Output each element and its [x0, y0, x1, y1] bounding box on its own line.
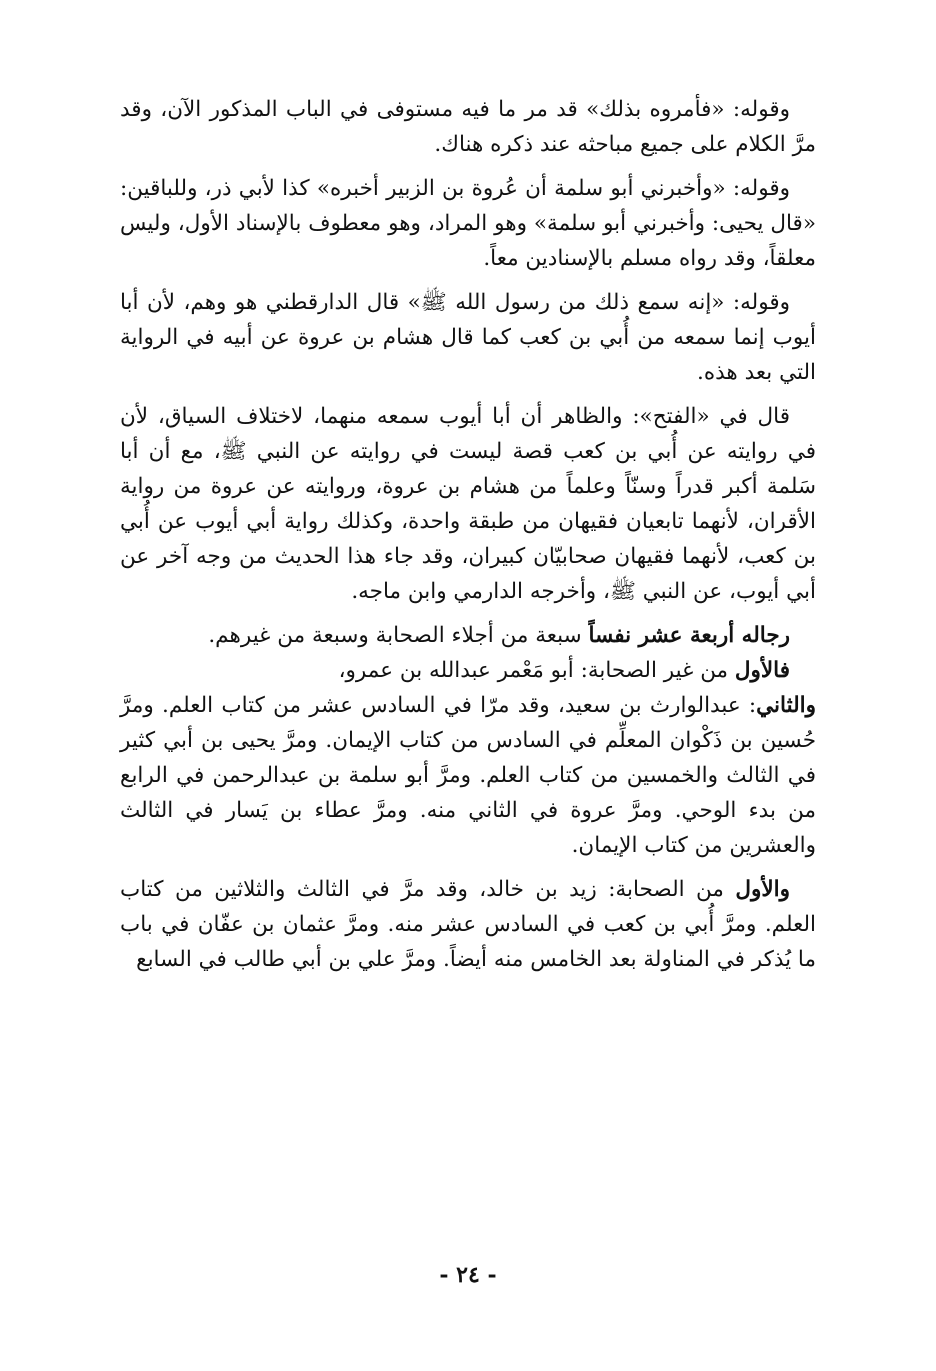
body-text — [120, 92, 816, 986]
paragraph-7-lead: والثاني — [756, 693, 816, 718]
paragraph-8-lead: والأول — [735, 877, 790, 902]
paragraph-3 — [120, 285, 816, 390]
paragraph-4-text: قال في «الفتح»: والظاهر أن أبا أيوب سمعه منهما، لاختلاف السياق، لأن في روايته عن أُبي بن كعب قصة ليست في روايته عن النبي ﷺ، مع أن أبا سَلمة أكبر قدراً وسنّاً وعلماً من هشام بن عروة، وروايته عن عروة من رواية الأقران، لأنهما تابعيان فقيهان من طبقة واحدة، وكذلك رواية أبي أيوب عن أُبي بن كعب، لأنهما فقيهان صحابيّان كبيران، وقد جاء هذا الحديث من وجه آخر عن أبي أيوب، عن النبي ﷺ، وأخرجه الدارمي وابن ماجه. — [120, 404, 816, 604]
paragraph-5-lead: رجاله أربعة عشر نفساً — [588, 623, 790, 648]
page-number: - ٢٤ - — [439, 1262, 497, 1288]
paragraph-6-lead: فالأول — [734, 658, 790, 683]
paragraph-2-text: وقوله: «وأخبرني أبو سلمة أن عُروة بن الزبير أخبره» كذا لأبي ذر، وللباقين: «قال يحيى: وأخبرني أبو سلمة» وهو المراد، وهو معطوف بالإسناد الأول، وليس معلقاً، وقد رواه مسلم بالإسنادين معاً. — [120, 176, 816, 271]
paragraph-1 — [120, 92, 816, 162]
paragraph-5 — [120, 618, 816, 653]
paragraph-4 — [120, 399, 816, 609]
paragraph-1-text: وقوله: «فأمروه بذلك» قد مر ما فيه مستوفى في الباب المذكور الآن، وقد مرَّ الكلام على جميع مباحثه عند ذكره هناك. — [120, 97, 816, 157]
paragraph-2 — [120, 171, 816, 276]
paragraph-3-text: وقوله: «إنه سمع ذلك من رسول الله ﷺ» قال الدارقطني هو وهم، لأن أبا أيوب إنما سمعه من أُبي بن كعب كما قال هشام بن عروة عن أبيه في الرواية التي بعد هذه. — [120, 290, 816, 385]
paragraph-6 — [120, 653, 816, 688]
paragraph-7-text: : عبدالوارث بن سعيد، وقد مرّا في السادس عشر من كتاب العلم. ومرَّ حُسين بن ذَكْوان المعلِّم في السادس من كتاب الإيمان. ومرَّ يحيى بن أبي كثير في الثالث والخمسين من كتاب العلم. ومرَّ أبو سلمة بن عبدالرحمن في الرابع من بدء الوحي. ومرَّ عروة في الثاني منه. ومرَّ عطاء بن يَسار في الثالث والعشرين من كتاب الإيمان. — [120, 693, 816, 858]
paragraph-7 — [120, 688, 816, 863]
paragraph-8 — [120, 872, 816, 977]
paragraph-8-text: من الصحابة: زيد بن خالد، وقد مرَّ في الثالث والثلاثين من كتاب العلم. ومرَّ أُبي بن كعب في السادس عشر منه. ومرَّ عثمان بن عفّان في باب ما يُذكر في المناولة بعد الخامس منه أيضاً. ومرَّ علي بن أبي طالب في السابع — [120, 877, 816, 972]
paragraph-5-text: سبعة من أجلاء الصحابة وسبعة من غيرهم. — [208, 623, 589, 648]
paragraph-6-text: من غير الصحابة: أبو مَعْمر عبدالله بن عمرو، — [338, 658, 735, 683]
